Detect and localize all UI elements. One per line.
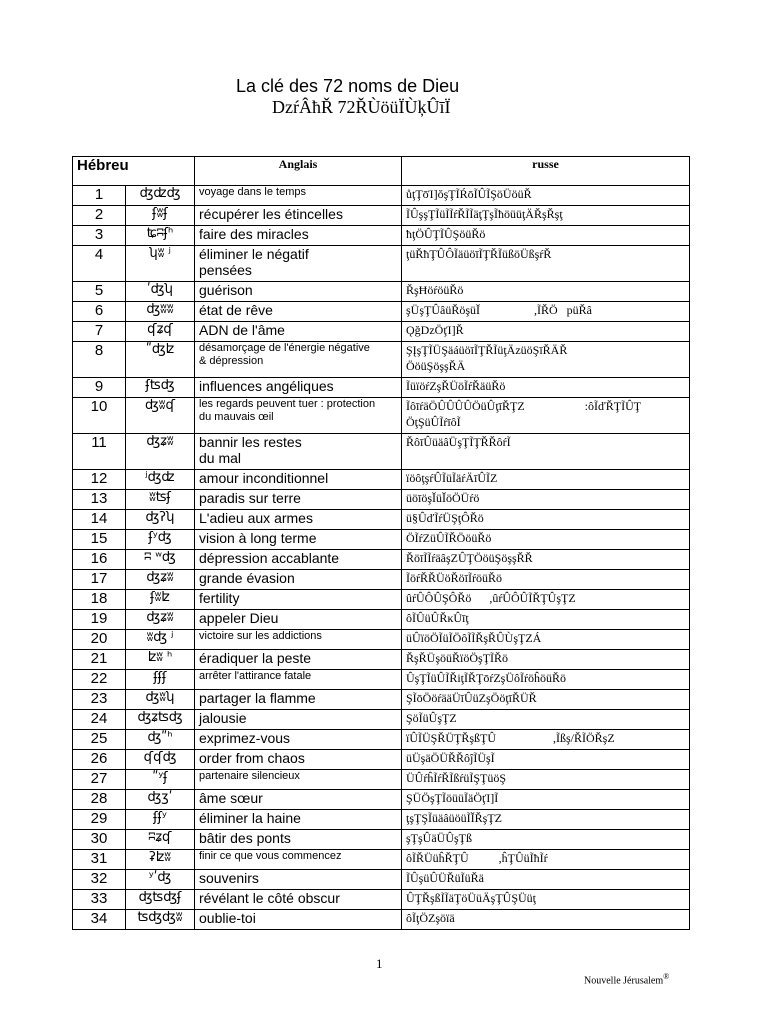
hebrew-letters: ʠʑʠ (126, 322, 195, 342)
names-table (72, 156, 690, 930)
table-row (73, 790, 690, 810)
hebrew-letters: ʄʬʄ (126, 206, 195, 226)
row-number: 9 (73, 378, 126, 398)
row-number: 5 (73, 282, 126, 302)
table-row (73, 690, 690, 710)
russian-meaning: şŢşÛäÜÛşŢß (402, 830, 690, 850)
row-number: 4 (73, 246, 126, 282)
hebrew-letters: ʲʤʣ (126, 470, 195, 490)
french-meaning: révélant le côté obscur (195, 890, 402, 910)
hebrew-letters: ʤʑʬ (126, 570, 195, 590)
hebrew-letters: ʡʫʬ (126, 850, 195, 870)
hebrew-letters: ʤʬʬ (126, 302, 195, 322)
row-number: 2 (73, 206, 126, 226)
row-number: 18 (73, 590, 126, 610)
table-row (73, 206, 690, 226)
hebrew-letters: ʤʑʬ (126, 610, 195, 630)
french-meaning: finir ce que vous commencez (195, 850, 402, 870)
french-meaning: victoire sur les addictions (195, 630, 402, 650)
row-number: 28 (73, 790, 126, 810)
russian-meaning: ïÛĨÜŞŘÜŢŘşßŢÛ ,Ĩßş/ŘĨÖŘşZ (402, 730, 690, 750)
french-meaning: amour inconditionnel (195, 470, 402, 490)
hebrew-letters: ʨʭʄʰ (126, 226, 195, 246)
french-meaning: désamorçage de l'énergie négative & dépression (195, 342, 402, 378)
russian-meaning: ïöôţşŕÛĨüĨäŕÄīÛĨZ (402, 470, 690, 490)
hebrew-letters: ʺʤʫ (126, 342, 195, 378)
table-body (73, 186, 690, 930)
russian-meaning: ÖĨŕZüÛĨŘÖöüŘö (402, 530, 690, 550)
header-russian: russe (402, 157, 690, 186)
hebrew-letters: ʹʤʮ (126, 282, 195, 302)
hebrew-letters: ʠʠʤ (126, 750, 195, 770)
table-row (73, 282, 690, 302)
french-meaning: arrêter l'attirance fatale (195, 670, 402, 690)
french-meaning: grande évasion (195, 570, 402, 590)
table-row (73, 910, 690, 930)
table-row (73, 890, 690, 910)
table-row (73, 610, 690, 630)
russian-meaning: ůţŢōΊ]ŏşŢĨŔōĨÛĨŞöÜöüŘ (402, 186, 690, 206)
table-row (73, 246, 690, 282)
table-row (73, 434, 690, 470)
french-meaning: faire des miracles (195, 226, 402, 246)
row-number: 33 (73, 890, 126, 910)
row-number: 25 (73, 730, 126, 750)
french-meaning: appeler Dieu (195, 610, 402, 630)
row-number: 31 (73, 850, 126, 870)
french-meaning: jalousie (195, 710, 402, 730)
row-number: 17 (73, 570, 126, 590)
row-number: 6 (73, 302, 126, 322)
table-row (73, 510, 690, 530)
row-number: 23 (73, 690, 126, 710)
russian-meaning: ŘôīÛüäâÜşŢĨŢŘŘôŕĨ (402, 434, 690, 470)
russian-meaning: ħţÖÛŢĨÛŞöüŘö (402, 226, 690, 246)
french-meaning: voyage dans le temps (195, 186, 402, 206)
russian-meaning: ĨôīŕäÖÛÛÛÛÖüÛţīŘŢZ :ôĨďŘŢĨÛŢ ÖţŞüÛĨŕīôĨ (402, 398, 690, 434)
row-number: 10 (73, 398, 126, 434)
russian-meaning: ûŕÛÔÛŞÔŘö ,ûŕÛÔÛĨŘŢÛşŢZ (402, 590, 690, 610)
french-meaning: guérison (195, 282, 402, 302)
table-row (73, 322, 690, 342)
hebrew-letters: ʤʔʮ (126, 510, 195, 530)
hebrew-letters: ʬʤ ʲ (126, 630, 195, 650)
french-meaning: bannir les restes du mal (195, 434, 402, 470)
table-row (73, 710, 690, 730)
french-meaning: éliminer le négatif pensées (195, 246, 402, 282)
russian-meaning: ÜÛŕĥĨŕŘĨßŕüĨŞŢüöŞ (402, 770, 690, 790)
french-meaning: influences angéliques (195, 378, 402, 398)
french-meaning: partenaire silencieux (195, 770, 402, 790)
table-row (73, 650, 690, 670)
table-row (73, 870, 690, 890)
table-row (73, 302, 690, 322)
french-meaning: L'adieu aux armes (195, 510, 402, 530)
russian-meaning: ÛŢŘşßĨĨäŢöÜüÄşŢÛŞÜüţ (402, 890, 690, 910)
french-meaning: order from chaos (195, 750, 402, 770)
table-row (73, 226, 690, 246)
french-meaning: exprimez-vous (195, 730, 402, 750)
table-row (73, 342, 690, 378)
table-row (73, 186, 690, 206)
footer-brand-text: Nouvelle Jérusalem (584, 975, 664, 987)
table-row (73, 490, 690, 510)
russian-meaning: ü§ÛďĨŕÜŞţÔŘö (402, 510, 690, 530)
row-number: 26 (73, 750, 126, 770)
hebrew-letters: ʤʣʤ (126, 186, 195, 206)
registered-mark: ® (663, 972, 670, 981)
hebrew-letters: ʺʸʄ (126, 770, 195, 790)
french-meaning: récupérer les étincelles (195, 206, 402, 226)
french-meaning: fertility (195, 590, 402, 610)
hebrew-letters: ʤʬʠ (126, 398, 195, 434)
russian-meaning: ŘöīĨĨŕäâşZÛŢÖöüŞöşşŘŘ (402, 550, 690, 570)
table-row (73, 850, 690, 870)
hebrew-letters: ʦʤʤʬ (126, 910, 195, 930)
russian-meaning: ĨÛşşŢĨüĨĨŕŘĨĨäţŢşĨħöüüţÄŘşŘşţ (402, 206, 690, 226)
russian-meaning: ŞĮşŢĨÜŞäáüöīĨŢŘĨüţÄzüöŞīŘÄŘ ÖöüŞöşşŘÄ (402, 342, 690, 378)
document-title: La clé des 72 noms de Dieu (236, 76, 460, 96)
russian-meaning: üÜşäÖÜŘŘôĵĨÜşĨ (402, 750, 690, 770)
russian-meaning: ĨüïöŕZşŘÜöĨŕŘäüŘö (402, 378, 690, 398)
russian-meaning: ǪğDzÖţΊ]Ř (402, 322, 690, 342)
row-number: 14 (73, 510, 126, 530)
table-row (73, 378, 690, 398)
table-row (73, 770, 690, 790)
french-meaning: âme sœur (195, 790, 402, 810)
hebrew-letters: ʤʬʮ (126, 690, 195, 710)
table-row (73, 750, 690, 770)
russian-meaning: ĨöŕŘŘÜöŘöīĨŕöüŘö (402, 570, 690, 590)
row-number: 24 (73, 710, 126, 730)
hebrew-letters: ʫʬ ʰ (126, 650, 195, 670)
hebrew-letters: ʄʄʄ (126, 670, 195, 690)
french-meaning: éradiquer la peste (195, 650, 402, 670)
russian-meaning: ţşŢŞĨüäâüöüĨĬŘşŢZ (402, 810, 690, 830)
french-meaning: bâtir des ponts (195, 830, 402, 850)
hebrew-letters: ʄʬʫ (126, 590, 195, 610)
row-number: 16 (73, 550, 126, 570)
russian-meaning: ŘşŘÜşöüŘïöÖşŢĨŘö (402, 650, 690, 670)
russian-meaning: ŞöĨüÛşŢZ (402, 710, 690, 730)
row-number: 34 (73, 910, 126, 930)
row-number: 1 (73, 186, 126, 206)
russian-meaning: ŞĨōÖöŕääÜīÛüZşÖöţīŘÜŘ (402, 690, 690, 710)
row-number: 29 (73, 810, 126, 830)
hebrew-letters: ʤʺʰ (126, 730, 195, 750)
french-meaning: état de rêve (195, 302, 402, 322)
french-meaning: partager la flamme (195, 690, 402, 710)
hebrew-letters: ʤʑʬ (126, 434, 195, 470)
hebrew-letters: ʬʦʄ (126, 490, 195, 510)
russian-meaning: ôĨţÖZşöïä (402, 910, 690, 930)
row-number: 19 (73, 610, 126, 630)
row-number: 21 (73, 650, 126, 670)
hebrew-letters: ʄʦʤ (126, 378, 195, 398)
french-meaning: oublie-toi (195, 910, 402, 930)
hebrew-letters: ʮʬ ʲ (126, 246, 195, 282)
russian-meaning: ţüŘħŢÛÔĨäüöīĨŢŘĨüßöÜßşŕŘ (402, 246, 690, 282)
header-english: Anglais (195, 157, 402, 186)
table-row (73, 830, 690, 850)
document-subtitle: DzŕÂħŘ 72ŘÙöüÏÙķÛīÏ (272, 97, 451, 117)
russian-meaning: ôĨŘÜüĥŘŢÛ ,ĥŢÛüĨħĨŕ (402, 850, 690, 870)
row-number: 15 (73, 530, 126, 550)
table-row (73, 590, 690, 610)
row-number: 3 (73, 226, 126, 246)
row-number: 8 (73, 342, 126, 378)
russian-meaning: ŘşĦöŕöüŘö (402, 282, 690, 302)
row-number: 32 (73, 870, 126, 890)
russian-meaning: ôĨÛüÛŘĸÛīţ (402, 610, 690, 630)
russian-meaning: üöīöşĬüĬöÖÜŕö (402, 490, 690, 510)
row-number: 22 (73, 670, 126, 690)
row-number: 20 (73, 630, 126, 650)
french-meaning: paradis sur terre (195, 490, 402, 510)
row-number: 11 (73, 434, 126, 470)
russian-meaning: ĨÛşüÛÜŘüĨüŘä (402, 870, 690, 890)
hebrew-letters: ʤʦʤʄ (126, 890, 195, 910)
row-number: 12 (73, 470, 126, 490)
hebrew-letters: ʭʑʠ (126, 830, 195, 850)
hebrew-letters: ʤʑʦʤ (126, 710, 195, 730)
table-row (73, 670, 690, 690)
table-row (73, 530, 690, 550)
hebrew-letters: ʄʸʤ (126, 530, 195, 550)
french-meaning: les regards peuvent tuer : protection du mauvais œil (195, 398, 402, 434)
row-number: 7 (73, 322, 126, 342)
russian-meaning: üÛïöÖĨüĨÖôĨĨŘşŘÛÙşŢZÁ (402, 630, 690, 650)
header-hebrew: Hébreu (73, 157, 195, 186)
table-header-row (73, 157, 690, 186)
french-meaning: ADN de l'âme (195, 322, 402, 342)
row-number: 27 (73, 770, 126, 790)
hebrew-letters: ʭ ʷʤ (126, 550, 195, 570)
russian-meaning: ŞÜÖşŢĨöüüĨäÖţΊ]Ĩ (402, 790, 690, 810)
french-meaning: éliminer la haine (195, 810, 402, 830)
row-number: 30 (73, 830, 126, 850)
table-row (73, 810, 690, 830)
hebrew-letters: ʤʒʹ (126, 790, 195, 810)
table-row (73, 730, 690, 750)
table-row (73, 570, 690, 590)
french-meaning: dépression accablante (195, 550, 402, 570)
french-meaning: vision à long terme (195, 530, 402, 550)
hebrew-letters: ʸʹʤ (126, 870, 195, 890)
table-row (73, 398, 690, 434)
hebrew-letters: ʄʄʸ (126, 810, 195, 830)
row-number: 13 (73, 490, 126, 510)
page-number: 1 (376, 956, 383, 971)
french-meaning: souvenirs (195, 870, 402, 890)
table-row (73, 550, 690, 570)
table-row (73, 630, 690, 650)
footer-brand (584, 972, 669, 986)
russian-meaning: ÛşŢĨüÛĨŘiţĨŘŢōŕZşÜôĨŕöĥöüŘö (402, 670, 690, 690)
table-row (73, 470, 690, 490)
russian-meaning: şÜşŢÛâüŘöşüĬ ,ĨŘÖ püŘâ (402, 302, 690, 322)
